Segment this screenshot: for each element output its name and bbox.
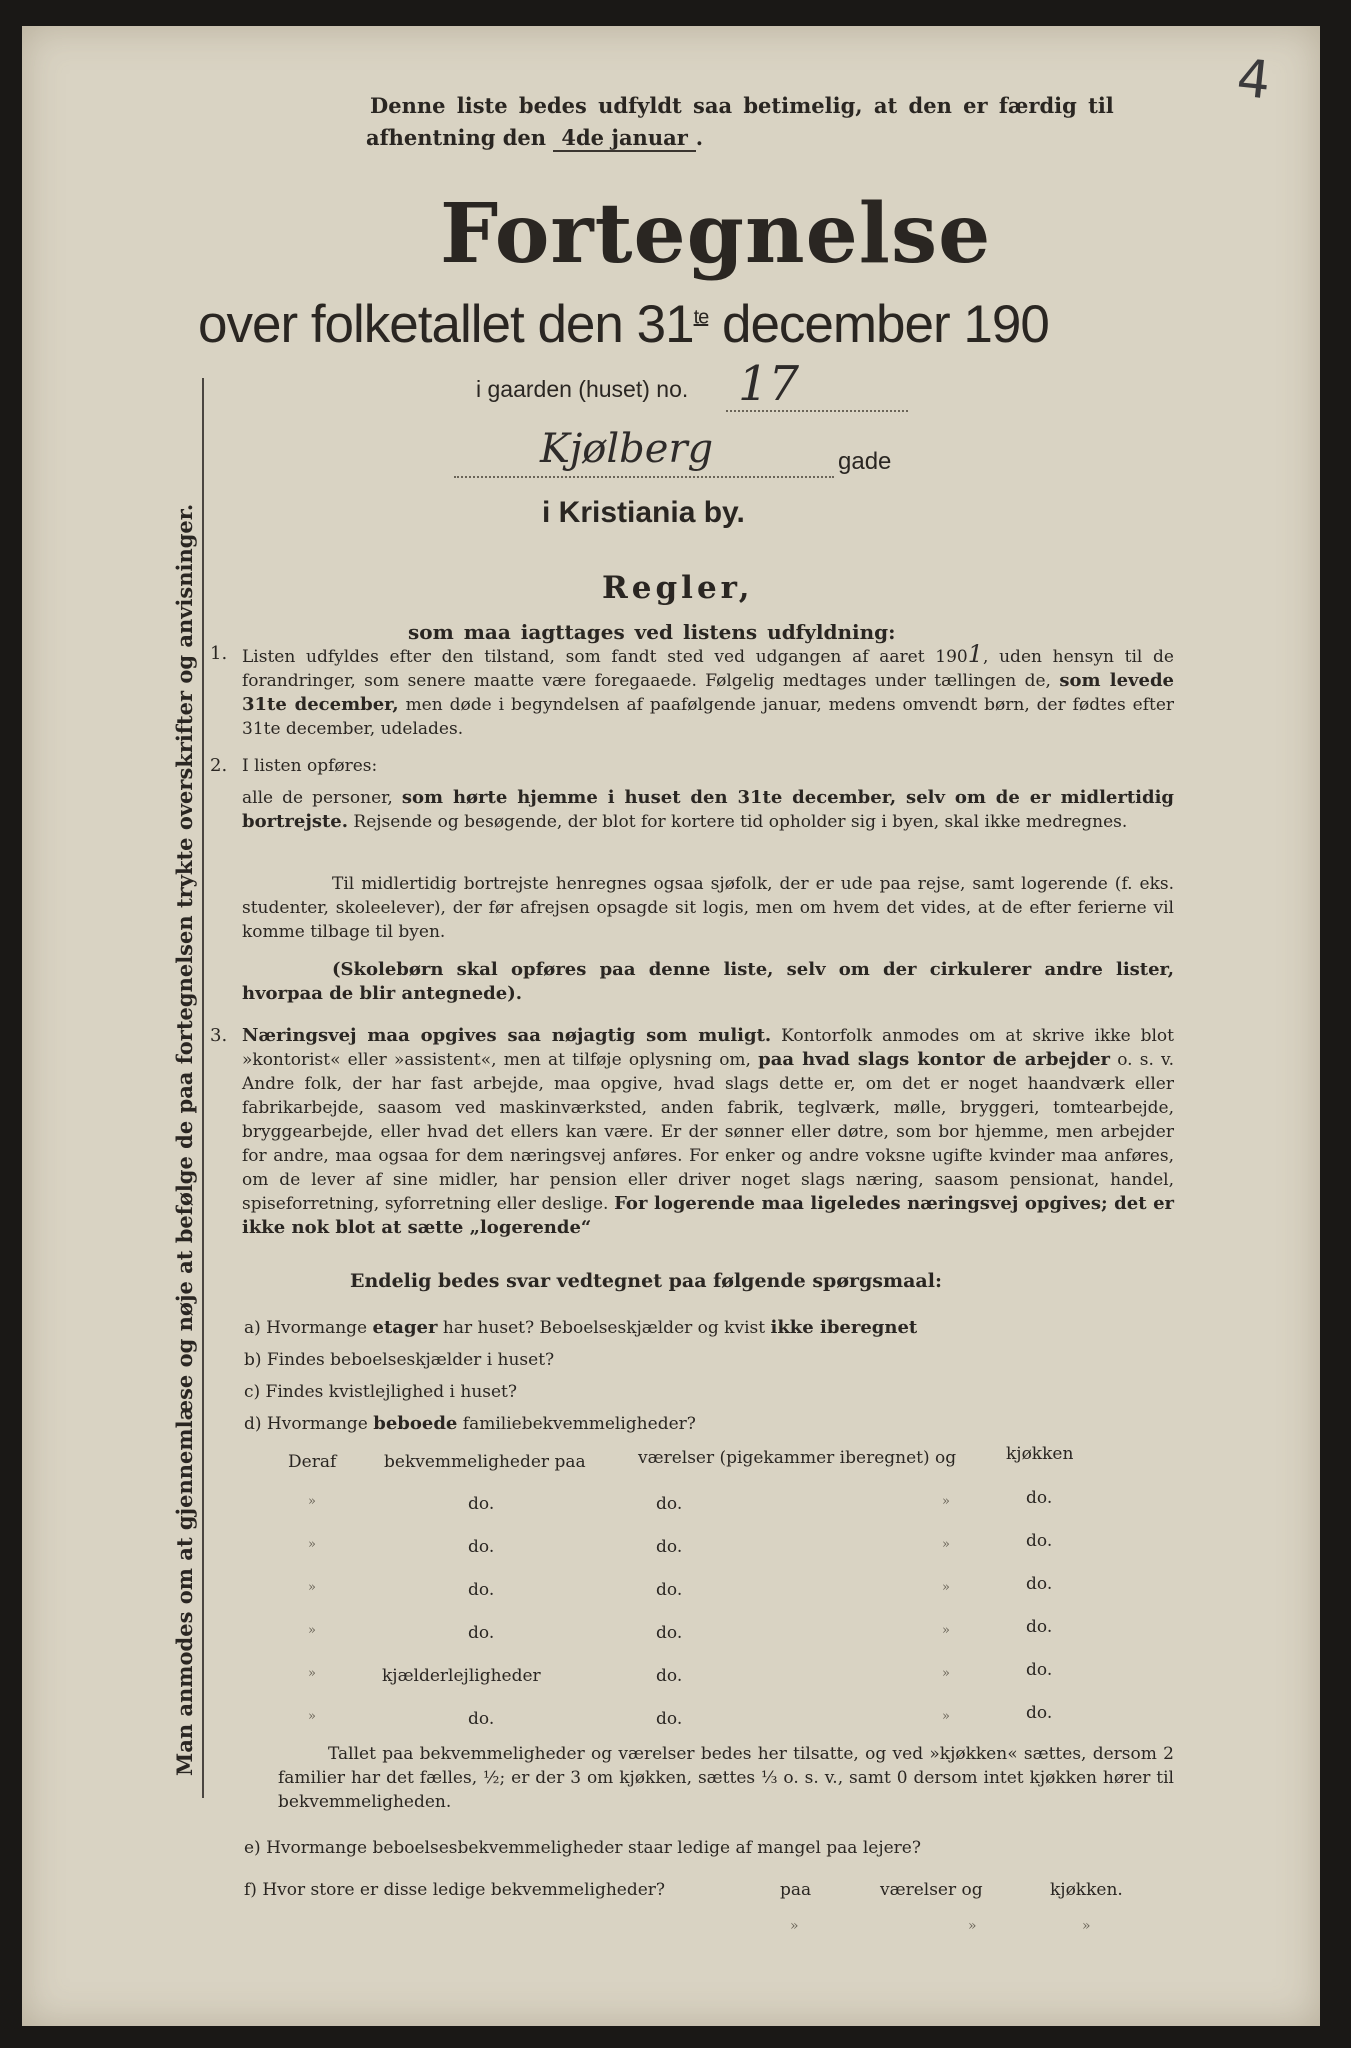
row-rooms-ditto: » [942, 1580, 950, 1595]
row-dwellings: do. [468, 1537, 495, 1557]
row-rooms: do. [656, 1709, 683, 1729]
rule-1-year-handwritten: 1 [967, 640, 983, 668]
row-rooms-ditto: » [942, 1623, 950, 1638]
rule-1-part-a: Listen udfyldes efter den tilstand, som fandt sted ved udgangen af aaret 190 [242, 647, 968, 667]
row-kitchen: do. [1026, 1531, 1053, 1551]
rule-3-part-a: Kontorfolk anmodes om at skrive ikke blot »kontorist« eller »assistent«, men at tilføje oplysning om, [242, 1026, 1174, 1070]
header-line-1: Denne liste bedes udfyldt saa betimelig, at den er færdig til [370, 93, 1114, 118]
rule-1-part-b: , uden hensyn til de forandringer, som senere maatte være foregaaede. Følgelig medtages under tællingen de, [242, 647, 1174, 691]
question-a-prefix: a) Hvormange [244, 1318, 368, 1338]
row-rooms-ditto: » [942, 1666, 950, 1681]
table-note: Tallet paa bekvemmeligheder og værelser bedes her tilsatte, og ved »kjøkken« sættes, dersom 2 familier har det fælles, ½; er der 3 om kjøkken, sættes ⅓ o. s. v., samt 0 dersom intet kjøkken hører til bekvemmeligheden. [278, 1744, 1174, 1812]
row-ditto: » [308, 1537, 316, 1552]
row-dwellings: do. [468, 1580, 495, 1600]
rule-3-bold-2: paa hvad slags kontor de arbejder [758, 1049, 1111, 1070]
question-d-bold: beboede [373, 1413, 458, 1434]
question-a [244, 1316, 917, 1340]
row-rooms: do. [656, 1494, 683, 1514]
row-kitchen: do. [1026, 1617, 1053, 1637]
question-f-rooms: værelser og [880, 1880, 983, 1900]
header-line-2-suffix: . [695, 125, 704, 150]
question-f-kitchen: kjøkken. [1050, 1880, 1123, 1900]
question-f: f) Hvor store er disse ledige bekvemmeligheder? [244, 1880, 666, 1900]
question-d-suffix: familiebekvemmeligheder? [462, 1414, 696, 1434]
rule-2-bold: som hørte hjemme i huset den 31te december, selv om de er midlertidig bortrejste. [242, 787, 1174, 832]
row-ditto: » [308, 1709, 316, 1724]
rule-3-number: 3. [210, 1025, 228, 1046]
question-b: b) Findes beboelseskjælder i huset? [244, 1350, 555, 1370]
row-rooms: do. [656, 1580, 683, 1600]
row-kitchen: do. [1026, 1660, 1053, 1680]
subtitle-superscript: te [693, 306, 709, 329]
street-name-handwritten: Kjølberg [454, 426, 834, 478]
subtitle-suffix: december 190 [708, 295, 1049, 354]
row-kitchen: do. [1026, 1574, 1053, 1594]
row-rooms: do. [656, 1666, 683, 1686]
rule-1-number: 1. [210, 643, 228, 664]
form-subtitle [198, 294, 1049, 355]
side-note: Man anmodes om at gjennemlæse og nøje at befølge de paa fortegnelsen trykte overskrifter og anvisninger. [172, 503, 197, 1776]
row-dwellings: kjælderlejligheder [382, 1666, 541, 1686]
rule-3-bold-3: For logerende maa ligeledes næringsvej opgives; det er ikke nok blot at sætte „logerende“ [242, 1193, 1175, 1238]
question-f-ditto-3: » [1082, 1918, 1091, 1934]
row-rooms: do. [656, 1623, 683, 1643]
row-rooms-ditto: » [942, 1709, 950, 1724]
question-a-bold: etager [372, 1317, 438, 1338]
house-number-label: i gaarden (huset) no. [476, 376, 689, 402]
street-suffix-label: gade [838, 448, 892, 475]
row-rooms: do. [656, 1537, 683, 1557]
question-a-bold-2: ikke iberegnet [770, 1317, 918, 1338]
row-kitchen: do. [1026, 1703, 1053, 1723]
rule-3-text [242, 1024, 1174, 1240]
question-f-paa: paa [780, 1880, 812, 1900]
row-kitchen: do. [1026, 1488, 1053, 1508]
question-a-middle: har huset? Beboelseskjælder og kvist [442, 1318, 766, 1338]
subtitle-prefix: over folketallet den 31 [198, 295, 694, 354]
question-f-ditto-2: » [968, 1918, 977, 1934]
question-e: e) Hvormange beboelsesbekvemmeligheder staar ledige af mangel paa lejere? [244, 1838, 921, 1858]
table-header-kitchen: kjøkken [1006, 1444, 1074, 1464]
header-line-2-prefix: afhentning den [366, 125, 547, 150]
row-ditto: » [308, 1666, 316, 1681]
rule-2-paragraph-2: Til midlertidig bortrejste henregnes ogsaa sjøfolk, der er ude paa rejse, samt logerende (f. eks. studenter, skoleelever), der før afrejsen opsagde sit logis, men om hvem det vides, at de efter ferierne vil komme tilbage til byen. [242, 874, 1174, 942]
rule-1-text [242, 642, 1174, 741]
question-f-ditto-1: » [790, 1918, 799, 1934]
row-ditto: » [308, 1494, 316, 1509]
rule-2-intro: I listen opføres: [242, 756, 378, 776]
row-rooms-ditto: » [942, 1494, 950, 1509]
rule-3-bold-1: Næringsvej maa opgives saa nøjagtig som muligt. [242, 1025, 772, 1046]
rule-1-part-c: men døde i begyndelsen af paafølgende januar, medens omvendt børn, der fødtes efter 31te december, udelades. [242, 695, 1175, 739]
house-number-value: 17 [726, 356, 908, 412]
row-dwellings: do. [468, 1623, 495, 1643]
pickup-date: 4de januar [553, 125, 695, 152]
row-dwellings: do. [468, 1494, 495, 1514]
table-header-deraf: Deraf [288, 1452, 337, 1472]
rule-2-part-c: Rejsende og besøgende, der blot for kortere tid opholder sig i byen, skal ikke medregnes. [353, 812, 1128, 832]
rule-2-schoolchildren-note: (Skolebørn skal opføres paa denne liste, selv om der cirkulerer andre lister, hvorpaa de blir antegnede). [242, 959, 1174, 1004]
rules-subheading: som maa iagttages ved listens udfyldning: [408, 620, 896, 644]
row-ditto: » [308, 1623, 316, 1638]
census-form-sheet [22, 26, 1320, 2026]
rule-2-text [242, 786, 1174, 834]
handwritten-page-number: 4 [1233, 48, 1274, 112]
form-title: Fortegnelse [440, 186, 992, 282]
header-line-2 [366, 126, 703, 150]
rule-2-number: 2. [210, 755, 228, 776]
rule-2-part-b: alle de personer, [242, 788, 393, 808]
row-rooms-ditto: » [942, 1537, 950, 1552]
row-ditto: » [308, 1580, 316, 1595]
questions-heading: Endelig bedes svar vedtegnet paa følgende spørgsmaal: [350, 1270, 942, 1292]
question-d-prefix: d) Hvormange [244, 1414, 368, 1434]
question-d [244, 1412, 696, 1436]
row-dwellings: do. [468, 1709, 495, 1729]
side-note-rule [202, 378, 204, 1798]
rules-heading: Regler, [602, 570, 754, 606]
question-c: c) Findes kvistlejlighed i huset? [244, 1382, 517, 1402]
rule-1-bold: som levede 31te december, [242, 670, 1175, 715]
city-label: i Kristiania by. [542, 496, 745, 529]
table-header-dwellings: bekvemmeligheder paa [384, 1452, 586, 1472]
rule-3-part-b: o. s. v. Andre folk, der har fast arbejde, maa opgive, hvad slags dette er, om det er noget haandværk eller fabrikarbejde, saasom ved maskinværksted, anden fabrik, teglværk, mølle, bryggeri, tomtearbejde, bryggearbejde, eller hvad det ellers kan være. Er der sønner eller døtre, som bor hjemme, men arbejder for andre, maa ogsaa for dem næringsvej anføres. For enker og andre voksne ugifte kvinder maa anføres, om de lever af sine midler, har pension eller driver noget slags næring, saasom pensionat, handel, spiseforretning, syforretning eller deslige. [242, 1050, 1175, 1214]
table-header-rooms: værelser (pigekammer iberegnet) og [638, 1448, 957, 1468]
